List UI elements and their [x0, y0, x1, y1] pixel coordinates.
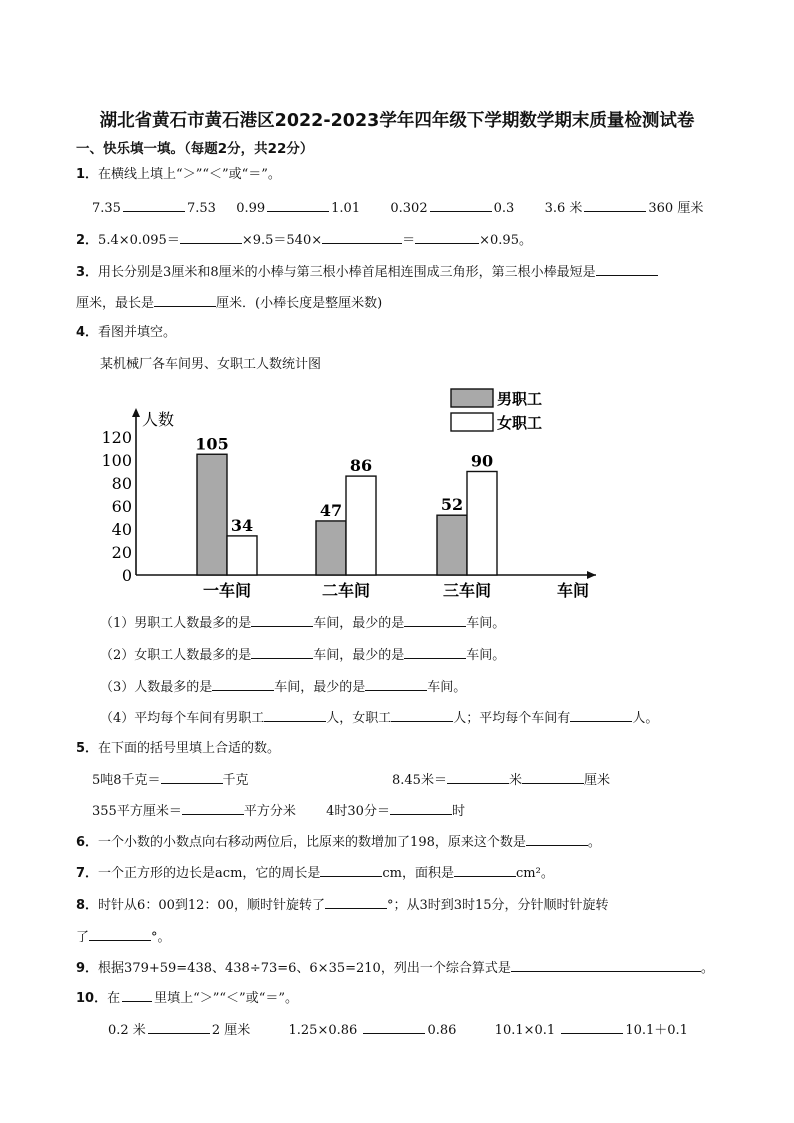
x-axis-arrow [587, 571, 596, 579]
answer-blank[interactable] [584, 198, 646, 212]
question-4-sub4: （4）平均每个车间有男职工 人，女职工 人；平均每个车间有 人。 [100, 708, 658, 728]
answer-blank[interactable] [264, 708, 326, 722]
y-tick-label: 80 [111, 474, 132, 493]
answer-blank[interactable] [404, 613, 466, 627]
question-4-sub1: （1）男职工人数最多的是 车间，最少的是 车间。 [100, 613, 505, 633]
question-5-c: 355平方厘米＝ 平方分米 4时30分＝ 时 [92, 801, 465, 821]
bar-female [467, 472, 497, 576]
answer-blank[interactable] [154, 293, 216, 307]
y-tick-label: 100 [101, 451, 132, 470]
answer-blank[interactable] [267, 198, 329, 212]
data-label: 90 [470, 451, 494, 471]
answer-blank[interactable] [454, 863, 516, 877]
question-6: 6．一个小数的小数点向右移动两位后，比原来的数增加了198，原来这个数是 。 [76, 832, 601, 852]
y-tick-label: 120 [101, 428, 132, 447]
x-axis-label: 车间 [557, 581, 590, 600]
data-label: 105 [195, 434, 229, 454]
data-label: 86 [349, 456, 373, 476]
question-7: 7．一个正方形的边长是acm，它的周长是 cm，面积是 cm²。 [76, 863, 554, 883]
answer-blank[interactable] [404, 645, 466, 659]
question-10-items: 0.2 米 2 厘米 1.25×0.86 0.86 10.1×0.1 10.1＋0.1 [108, 1020, 688, 1040]
x-tick-label: 一车间 [202, 581, 252, 600]
bar-male [316, 521, 346, 575]
chart-title: 某机械厂各车间男、女职工人数统计图 [100, 357, 322, 372]
page-title: 湖北省黄石市黄石港区2022-2023学年四年级下学期数学期末质量检测试卷 [99, 111, 695, 131]
answer-blank[interactable] [570, 708, 632, 722]
y-tick-label: 20 [111, 543, 132, 562]
data-label: 47 [319, 500, 343, 520]
bar-chart [0, 380, 794, 610]
y-tick-label: 0 [121, 566, 132, 585]
question-8: 8．时针从6：00到12：00，顺时针旋转了 °；从3时到3时15分，分针顺时针旋转 [76, 895, 609, 915]
answer-blank[interactable] [561, 1020, 623, 1034]
answer-blank[interactable] [325, 895, 387, 909]
question-5-a: 5吨8千克＝ 千克 [92, 770, 249, 790]
question-1: 1．在横线上填上“＞”“＜”或“＝”。 [76, 167, 281, 182]
question-5: 5．在下面的括号里填上合适的数。 [76, 741, 281, 756]
answer-blank[interactable] [182, 801, 244, 815]
answer-blank[interactable] [180, 230, 242, 244]
bar-female [227, 536, 257, 575]
answer-blank[interactable] [251, 645, 313, 659]
answer-blank[interactable] [320, 863, 382, 877]
section-heading: 一、快乐填一填。（每题2分，共22分） [76, 141, 314, 157]
answer-blank[interactable] [430, 198, 492, 212]
question-8-cont: 了 °。 [76, 927, 171, 947]
answer-blank[interactable] [363, 1020, 425, 1034]
question-3-cont: 厘米，最长是 厘米．(小棒长度是整厘米数) [76, 293, 382, 313]
y-tick-label: 60 [111, 497, 132, 516]
answer-blank[interactable] [391, 708, 453, 722]
legend-swatch [451, 389, 493, 407]
answer-blank[interactable] [526, 832, 588, 846]
bar-male [437, 515, 467, 575]
answer-blank[interactable] [365, 677, 427, 691]
legend-label: 男职工 [497, 390, 543, 408]
answer-blank[interactable] [390, 801, 452, 815]
answer-blank[interactable] [148, 1020, 210, 1034]
y-axis-arrow [132, 408, 140, 417]
bar-male [197, 454, 227, 575]
answer-blank[interactable] [161, 770, 223, 784]
answer-blank[interactable] [447, 770, 509, 784]
question-4-sub3: （3）人数最多的是 车间，最少的是 车间。 [100, 677, 466, 697]
legend-swatch [451, 413, 493, 431]
question-5-b: 8.45米＝ 米 厘米 [392, 770, 610, 790]
y-tick-label: 40 [111, 520, 132, 539]
question-1-items: 7.35 7.53 0.99 1.01 0.302 0.3 3.6 米 360 厘米 [92, 198, 703, 218]
x-tick-label: 二车间 [321, 581, 371, 600]
question-2: 2．5.4×0.095＝ ×9.5＝540× ＝ ×0.95。 [76, 230, 532, 250]
question-10: 10．在 里填上“＞”“＜”或“＝”。 [76, 988, 298, 1008]
legend-label: 女职工 [497, 414, 543, 432]
question-9: 9．根据379+59=438、438÷73=6、6×35=210，列出一个综合算式是 。 [76, 958, 714, 978]
answer-blank [122, 988, 152, 1002]
bar-female [346, 476, 376, 575]
answer-blank[interactable] [322, 230, 402, 244]
answer-blank[interactable] [596, 262, 658, 276]
answer-blank[interactable] [212, 677, 274, 691]
y-axis-label: 人数 [142, 410, 175, 429]
answer-blank[interactable] [123, 198, 185, 212]
data-label: 34 [230, 515, 254, 535]
data-label: 52 [440, 495, 464, 515]
question-4: 4．看图并填空。 [76, 325, 177, 340]
answer-blank[interactable] [522, 770, 584, 784]
question-4-sub2: （2）女职工人数最多的是 车间，最少的是 车间。 [100, 645, 505, 665]
question-3: 3．用长分别是3厘米和8厘米的小棒与第三根小棒首尾相连围成三角形，第三根小棒最短是 [76, 262, 658, 282]
answer-blank[interactable] [251, 613, 313, 627]
answer-blank[interactable] [89, 927, 151, 941]
answer-blank[interactable] [415, 230, 479, 244]
answer-blank[interactable] [511, 958, 701, 972]
x-tick-label: 三车间 [442, 581, 492, 600]
